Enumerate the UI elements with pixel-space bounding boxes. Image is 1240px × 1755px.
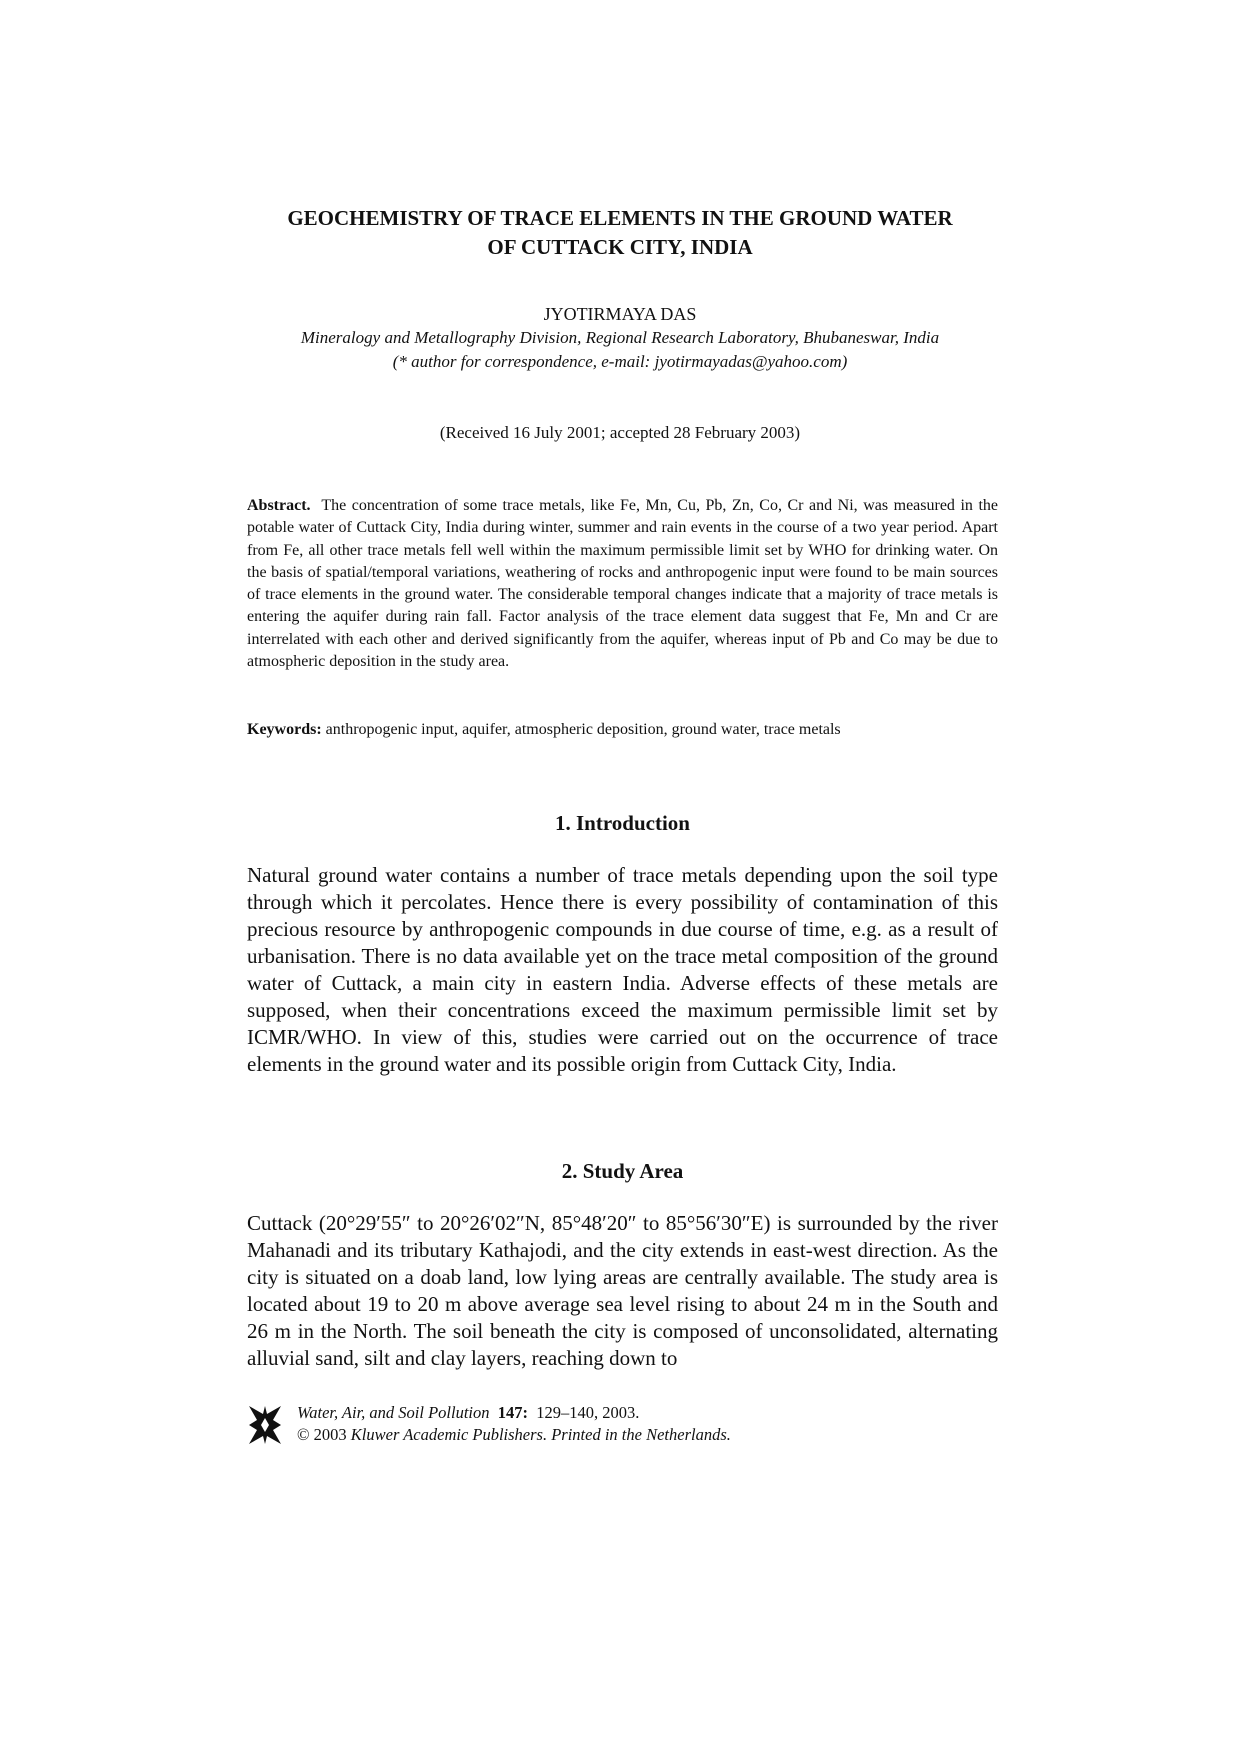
section-heading-introduction: 1. Introduction [555, 811, 690, 835]
journal-volume: 147: [497, 1403, 529, 1422]
affiliation-line-1: Mineralogy and Metallography Division, Regional Research Laboratory, Bhubaneswar, India [300, 328, 940, 347]
keywords-label: Keywords: [247, 721, 322, 738]
copyright-year: © 2003 [297, 1425, 347, 1444]
journal-name: Water, Air, and Soil Pollution [297, 1403, 490, 1422]
section-text-introduction: Natural ground water contains a number of trace metals depending upon the soil type through which it percolates. Hence there is every possibility of contamination of this precious resource by anthropogenic compounds in due course of time, e.g. as a result of urbanisation. There is no data available yet on the trace metal composition of the ground water of Cuttack, a main city in eastern India. Adverse effects of these metals are supposed, when their concentrations exceed the maximum permissible limit set by ICMR/WHO. In view of this, studies were carried out on the occurrence of trace elements in the ground water and its possible origin from Cuttack City, India. [247, 863, 998, 1076]
footer-line-2 [297, 1424, 731, 1446]
footer-citation [297, 1402, 731, 1446]
received-dates: (Received 16 July 2001; accepted 28 February 2003) [439, 423, 801, 442]
publisher-line: Kluwer Academic Publishers. Printed in the Netherlands. [350, 1425, 731, 1444]
author-name: JYOTIRMAYA DAS [543, 304, 697, 324]
title-line-2: OF CUTTACK CITY, INDIA [487, 235, 753, 259]
section-heading-study-area: 2. Study Area [561, 1159, 684, 1183]
abstract-label: Abstract. [247, 497, 311, 514]
title-line-1: GEOCHEMISTRY OF TRACE ELEMENTS IN THE GROUND WATER [287, 206, 953, 230]
journal-footer [247, 1402, 1007, 1450]
abstract-text: The concentration of some trace metals, like Fe, Mn, Cu, Pb, Zn, Co, Cr and Ni, was measured in the potable water of Cuttack City, India during winter, summer and rain events in the course of a two year period. Apart from Fe, all other trace metals fell well within the maximum permissible limit set by WHO for drinking water. On the basis of spatial/temporal variations, weathering of rocks and anthropogenic input were found to be main sources of trace elements in the ground water. The considerable temporal changes indicate that a majority of trace metals is entering the aquifer during rain fall. Factor analysis of the trace element data suggest that Fe, Mn and Cr are interrelated with each other and derived significantly from the aquifer, whereas input of Pb and Co may be due to atmospheric deposition in the study area. [247, 497, 998, 671]
keywords [247, 719, 998, 741]
keywords-text: anthropogenic input, aquifer, atmospheric deposition, ground water, trace metals [325, 721, 841, 738]
footer-line-1 [297, 1402, 731, 1424]
section-text-study-area: Cuttack (20°29′55″ to 20°26′02″N, 85°48′20″ to 85°56′30″E) is surrounded by the river Mahanadi and its tributary Kathajodi, and the city extends in east-west direction. As the city is situated on a doab land, low lying areas are centrally available. The study area is located about 19 to 20 m above average sea level rising to about 24 m in the South and 26 m in the North. The soil beneath the city is composed of unconsolidated, alternating alluvial sand, silt and clay layers, reaching down to [247, 1211, 998, 1370]
journal-pages: 129–140, 2003. [536, 1403, 640, 1422]
affiliation-line-2: (* author for correspondence, e-mail: jyotirmayadas@yahoo.com) [392, 352, 848, 371]
abstract [247, 495, 998, 673]
author-affiliation [200, 326, 1040, 374]
kluwer-logo-icon [247, 1404, 283, 1446]
paper-title [200, 204, 1040, 262]
